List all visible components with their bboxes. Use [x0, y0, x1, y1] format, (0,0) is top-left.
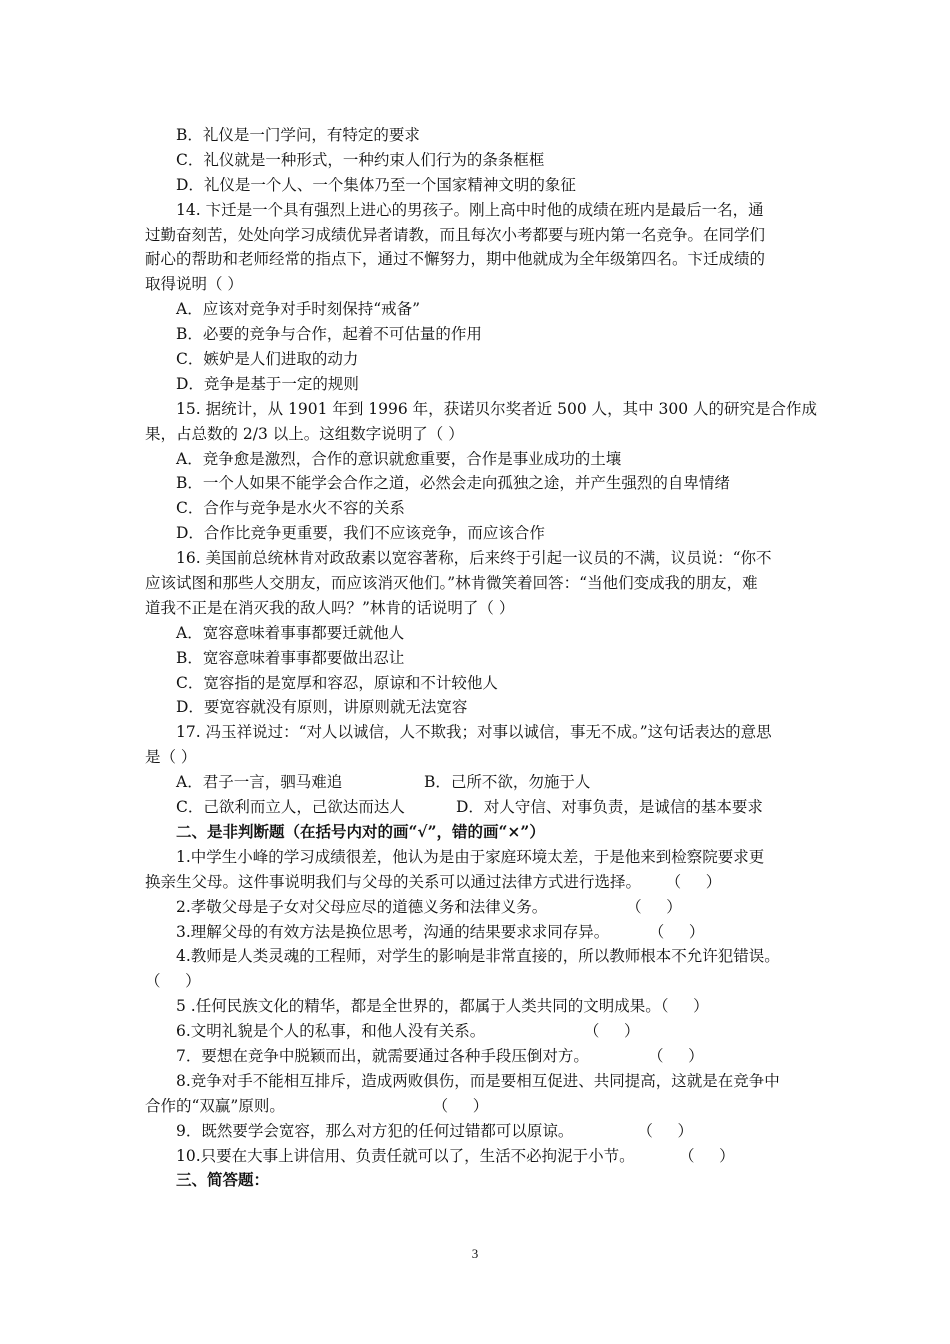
judge-9: 9．既然要学会宽容，那么对方犯的任何过错都可以原谅。 （ ）	[176, 1121, 694, 1140]
q15-option-c: C．合作与竞争是水火不容的关系	[176, 499, 405, 518]
q14-stem-line-4: 取得说明（ ）	[145, 275, 243, 294]
q14-option-c: C．嫉妒是人们进取的动力	[176, 350, 359, 369]
q13-option-d: D．礼仪是一个人、一个集体乃至一个国家精神文明的象征	[176, 175, 576, 194]
q16-option-b: B．宽容意味着事事都要做出忍让	[176, 648, 405, 667]
judge-2: 2.孝敬父母是子女对父母应尽的道德义务和法律义务。 （ ）	[176, 897, 682, 916]
q17-option-b: B．己所不欲，勿施于人	[424, 773, 591, 792]
q16-option-d: D．要宽容就没有原则，讲原则就无法宽容	[176, 698, 468, 717]
judge-4-line-2: （ ）	[145, 972, 201, 991]
judge-1-line-2: 换亲生父母。这件事说明我们与父母的关系可以通过法律方式进行选择。 （ ）	[145, 872, 722, 891]
judge-4-line-1: 4.教师是人类灵魂的工程师，对学生的影响是非常直接的，所以教师根本不允许犯错误。	[176, 947, 780, 966]
q14-option-b: B．必要的竞争与合作，起着不可估量的作用	[176, 325, 482, 344]
q16-stem-line-3: 道我不正是在消灭我的敌人吗？”林肯的话说明了（ ）	[145, 598, 515, 617]
q17-options-row-2	[145, 795, 810, 820]
section-3-heading: 三、简答题：	[176, 1170, 270, 1190]
judge-8-line-2: 合作的“双赢”原则。 （ ）	[145, 1096, 489, 1115]
q16-option-a: A．宽容意味着事事都要迁就他人	[176, 623, 405, 642]
q15-option-a: A．竞争愈是激烈，合作的意识就愈重要，合作是事业成功的土壤	[176, 449, 622, 468]
q15-option-b: B．一个人如果不能学会合作之道，必然会走向孤独之途，并产生强烈的自卑情绪	[176, 474, 730, 493]
q17-stem-line-1: 17. 冯玉祥说过：“对人以诚信，人不欺我；对事以诚信，事无不成。”这句话表达的意思	[176, 723, 772, 742]
q14-option-a: A．应该对竞争对手时刻保持“戒备”	[176, 300, 421, 319]
q13-option-c: C．礼仪就是一种形式，一种约束人们行为的条条框框	[176, 150, 545, 169]
q17-stem-line-2: 是（ ）	[145, 748, 197, 767]
q13-option-b: B．礼仪是一门学问，有特定的要求	[176, 126, 420, 144]
section-2-heading: 二、是非判断题（在括号内对的画“√”，错的画“×”）	[176, 821, 545, 841]
q14-stem-line-1: 14. 卞迁是一个具有强烈上进心的男孩子。刚上高中时他的成绩在班内是最后一名，通	[176, 200, 764, 219]
judge-7: 7．要想在竞争中脱颖而出，就需要通过各种手段压倒对方。 （ ）	[176, 1046, 704, 1065]
q15-stem-line-1: 15. 据统计，从 1901 年到 1996 年，获诺贝尔奖者近 500 人，其中 300 人的研究是合作成	[176, 399, 818, 418]
judge-6: 6.文明礼貌是个人的私事，和他人没有关系。 （ ）	[176, 1022, 640, 1041]
judge-3: 3.理解父母的有效方法是换位思考，沟通的结果要求求同存异。 （ ）	[176, 922, 705, 941]
q17-option-c: C．己欲利而立人，己欲达而达人	[176, 798, 405, 817]
q14-option-d: D．竞争是基于一定的规则	[176, 374, 359, 393]
q17-options-row-1	[145, 770, 810, 795]
page-content	[145, 123, 818, 1193]
judge-10: 10.只要在大事上讲信用、负责任就可以了，生活不必拘泥于小节。 （ ）	[176, 1146, 735, 1165]
q16-stem-line-1: 16. 美国前总统林肯对政敌素以宽容著称，后来终于引起一议员的不满，议员说：“你不	[176, 549, 772, 568]
page-number: 3	[471, 1246, 479, 1261]
q16-stem-line-2: 应该试图和那些人交朋友，而应该消灭他们。”林肯微笑着回答：“当他们变成我的朋友，难	[145, 574, 758, 593]
q17-option-a: A．君子一言，驷马难追	[176, 773, 343, 792]
judge-5: 5 .任何民族文化的精华，都是全世界的，都属于人类共同的文明成果。（ ）	[176, 997, 709, 1016]
q14-stem-line-2: 过勤奋刻苦，处处向学习成绩优异者请教，而且每次小考都要与班内第一名竞争。在同学们	[145, 225, 766, 244]
judge-1-line-1: 1.中学生小峰的学习成绩很差，他认为是由于家庭环境太差，于是他来到检察院要求更	[176, 847, 765, 866]
q15-option-d: D．合作比竞争更重要，我们不应该竞争，而应该合作	[176, 524, 545, 543]
q16-option-c: C．宽容指的是宽厚和容忍，原谅和不计较他人	[176, 673, 498, 692]
judge-8-line-1: 8.竞争对手不能相互排斥，造成两败俱伤，而是要相互促进、共同提高，这就是在竞争中	[176, 1071, 780, 1090]
q14-stem-line-3: 耐心的帮助和老师经常的指点下，通过不懈努力，期中他就成为全年级第四名。卞迁成绩的	[145, 250, 766, 269]
q15-stem-line-2: 果，占总数的 2/3 以上。这组数字说明了（ ）	[145, 424, 464, 443]
q17-option-d: D．对人守信、对事负责，是诚信的基本要求	[456, 798, 763, 817]
